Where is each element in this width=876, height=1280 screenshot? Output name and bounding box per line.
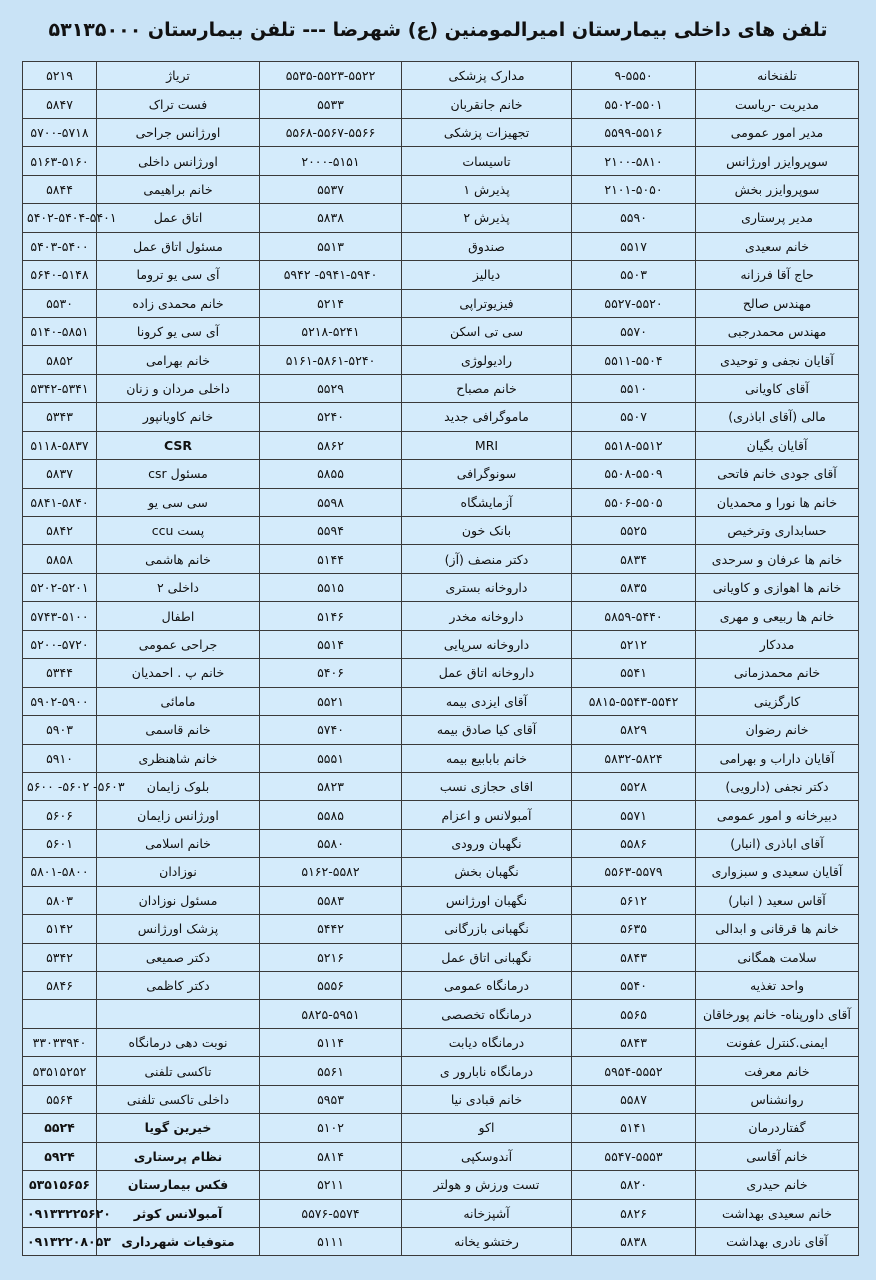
contact-name-cell: نگهبان بخش [402, 858, 572, 886]
table-row [23, 829, 859, 857]
extension-number-cell: ۵۵۱۵ [260, 573, 402, 601]
contact-name-cell: نگهبان اورژانس [402, 886, 572, 914]
contact-name-cell: داخلی ۲ [97, 573, 260, 601]
table-row [23, 488, 859, 516]
contact-name-cell: نگهبانی اتاق عمل [402, 943, 572, 971]
extension-number-cell: ۵۱۰۲ [260, 1114, 402, 1142]
extension-number-cell: ۵۸۴۳ [572, 943, 696, 971]
extension-number-cell: ۵۵۲۴ [23, 1114, 97, 1142]
contact-name-cell: تاکسی تلفنی [97, 1057, 260, 1085]
contact-name-cell: درمانگاه عمومی [402, 972, 572, 1000]
contact-name-cell: خانم محمدزمانی [696, 659, 859, 687]
contact-name-cell: آمبولانس کوثر [97, 1199, 260, 1227]
extension-number-cell: ۵۲۰۰-۵۷۲۰ [23, 630, 97, 658]
contact-name-cell: آقاس سعید ( انبار) [696, 886, 859, 914]
extension-number-cell: ۵۲۱۲ [572, 630, 696, 658]
contact-name-cell: آقای نادری بهداشت [696, 1227, 859, 1255]
extension-number-cell: ۵۱۴۱ [572, 1114, 696, 1142]
extension-number-cell: ۵۸۶۲ [260, 431, 402, 459]
contact-name-cell: داروخانه اتاق عمل [402, 659, 572, 687]
contact-name-cell: مددکار [696, 630, 859, 658]
contact-name-cell: مدیر امور عمومی [696, 118, 859, 146]
extension-number-cell: ۵۶۴۰-۵۱۴۸ [23, 261, 97, 289]
extension-number-cell: ۹-۵۵۵۰ [572, 62, 696, 90]
contact-name-cell: داخلی مردان و زنان [97, 374, 260, 402]
extension-number-cell: ۵۸۲۰ [572, 1171, 696, 1199]
table-row [23, 630, 859, 658]
contact-name-cell: خانم قاسمی [97, 716, 260, 744]
extension-number-cell: ۵۵۸۶ [572, 829, 696, 857]
table-row [23, 1028, 859, 1056]
contact-name-cell: تلفنخانه [696, 62, 859, 90]
contact-name-cell: خانم شاهنظری [97, 744, 260, 772]
contact-name-cell: مهندس صالح [696, 289, 859, 317]
extension-number-cell: ۵۸۱۴ [260, 1142, 402, 1170]
extension-number-cell: ۵۸۲۹ [572, 716, 696, 744]
extension-number-cell: ۵۵۲۷-۵۵۲۰ [572, 289, 696, 317]
contact-name-cell: آقای ایزدی بیمه [402, 687, 572, 715]
contact-name-cell: تریاژ [97, 62, 260, 90]
extension-number-cell: ۵۵۷۱ [572, 801, 696, 829]
contact-name-cell: آندوسکپی [402, 1142, 572, 1170]
contact-name-cell: نگهبان ورودی [402, 829, 572, 857]
contact-name-cell: تست ورزش و هولتر [402, 1171, 572, 1199]
extension-number-cell: ۵۵۰۸-۵۵۰۹ [572, 460, 696, 488]
extension-number-cell: ۵۵۲۸ [572, 772, 696, 800]
extension-number-cell: ۵۸۴۳ [572, 1028, 696, 1056]
contact-name-cell: حاج آقا فرزانه [696, 261, 859, 289]
contact-name-cell: خانم هاشمی [97, 545, 260, 573]
extension-number-cell: ۵۳۴۲ [23, 943, 97, 971]
table-row [23, 915, 859, 943]
extension-number-cell: ۵۶۰۰ -۵۶۰۲ -۵۶۰۳ [23, 772, 97, 800]
extension-number-cell: ۵۸۱۵-۵۵۴۳-۵۵۴۲ [572, 687, 696, 715]
extension-number-cell: ۵۹۰۳ [23, 716, 97, 744]
extension-number-cell: ۵۸۴۴ [23, 175, 97, 203]
contact-name-cell: مالی (آقای اباذری) [696, 403, 859, 431]
contact-name-cell: سی تی اسکن [402, 317, 572, 345]
contact-name-cell: اورژانس زایمان [97, 801, 260, 829]
contact-name-cell: خانم محمدی زاده [97, 289, 260, 317]
contact-name-cell: خیرین گویا [97, 1114, 260, 1142]
table-row [23, 1142, 859, 1170]
contact-name-cell: اطفال [97, 602, 260, 630]
contact-name-cell: آی سی یو تروما [97, 261, 260, 289]
contact-name-cell: تاسیسات [402, 147, 572, 175]
extension-number-cell: ۲۱۰۱-۵۰۵۰ [572, 175, 696, 203]
contact-name-cell: پذیرش ۲ [402, 204, 572, 232]
contact-name-cell: مدارک پزشکی [402, 62, 572, 90]
table-row [23, 801, 859, 829]
extension-number-cell: ۵۹۰۲-۵۹۰۰ [23, 687, 97, 715]
extension-number-cell: ۵۳۵۱۵۶۵۶ [23, 1171, 97, 1199]
contact-name-cell: خانم سعیدی [696, 232, 859, 260]
extension-number-cell: ۵۵۸۵ [260, 801, 402, 829]
extension-number-cell: ۵۵۶۸-۵۵۶۷-۵۵۶۶ [260, 118, 402, 146]
table-row [23, 90, 859, 118]
contact-name-cell: خانم مصباح [402, 374, 572, 402]
table-row [23, 659, 859, 687]
extension-number-cell: ۵۵۸۳ [260, 886, 402, 914]
extension-number-cell: ۵۸۳۸ [572, 1227, 696, 1255]
contact-name-cell: داروخانه بستری [402, 573, 572, 601]
extension-number-cell: ۰۹۱۳۲۲۰۸۰۵۳ [23, 1227, 97, 1255]
contact-name-cell: ایمنی.کنترل عفونت [696, 1028, 859, 1056]
contact-name-cell: آمبولانس و اعزام [402, 801, 572, 829]
extension-number-cell: ۵۵۳۰ [23, 289, 97, 317]
contact-name-cell: رختشو یخانه [402, 1227, 572, 1255]
contact-name-cell: پذیرش ۱ [402, 175, 572, 203]
extension-number-cell: ۵۱۱۴ [260, 1028, 402, 1056]
contact-name-cell: تجهیزات پزشکی [402, 118, 572, 146]
extension-number-cell: ۵۸۲۶ [572, 1199, 696, 1227]
contact-name-cell: خانم پ . احمدیان [97, 659, 260, 687]
extension-number-cell: ۵۵۶۵ [572, 1000, 696, 1028]
extension-number-cell: ۵۵۹۰ [572, 204, 696, 232]
contact-name-cell: مدیر پرستاری [696, 204, 859, 232]
contact-name-cell: سونوگرافی [402, 460, 572, 488]
table-row [23, 118, 859, 146]
extension-number-cell: ۵۸۵۸ [23, 545, 97, 573]
contact-name-cell: خانم کاویانپور [97, 403, 260, 431]
contact-name-cell: خانم ها قرقانی و ابدالی [696, 915, 859, 943]
extension-number-cell: ۵۵۲۹ [260, 374, 402, 402]
contact-name-cell: اکو [402, 1114, 572, 1142]
extension-number-cell: ۵۲۱۶ [260, 943, 402, 971]
extension-number-cell: ۵۵۱۳ [260, 232, 402, 260]
extension-number-cell: ۲۰۰۰-۵۱۵۱ [260, 147, 402, 175]
contact-name-cell: داروخانه مخدر [402, 602, 572, 630]
table-row [23, 232, 859, 260]
table-row [23, 943, 859, 971]
extension-number-cell: ۵۵۰۷ [572, 403, 696, 431]
extension-number-cell: ۵۶۳۵ [572, 915, 696, 943]
extension-number-cell: ۵۸۳۵ [572, 573, 696, 601]
contact-name-cell: اتاق عمل [97, 204, 260, 232]
table-row [23, 886, 859, 914]
contact-name-cell: خانم آقاسی [696, 1142, 859, 1170]
extension-number-cell: ۵۹۵۴-۵۵۵۲ [572, 1057, 696, 1085]
extension-number-cell: ۵۵۶۴ [23, 1085, 97, 1113]
contact-name-cell: بلوک زایمان [97, 772, 260, 800]
table-row [23, 289, 859, 317]
table-row [23, 1057, 859, 1085]
contact-name-cell: دکتر صمیعی [97, 943, 260, 971]
extension-number-cell: ۵۵۴۰ [572, 972, 696, 1000]
extension-number-cell: ۵۲۱۹ [23, 62, 97, 90]
contact-name-cell: خانم ها نورا و محمدیان [696, 488, 859, 516]
extension-number-cell: ۵۸۳۲-۵۸۲۴ [572, 744, 696, 772]
extension-number-cell: ۵۸۴۲ [23, 517, 97, 545]
table-row [23, 1114, 859, 1142]
contact-name-cell: کارگزینی [696, 687, 859, 715]
contact-name-cell: خانم معرفت [696, 1057, 859, 1085]
extensions-table-body [23, 62, 859, 1256]
extension-number-cell: ۵۵۱۱-۵۵۰۴ [572, 346, 696, 374]
contact-name-cell: فست تراک [97, 90, 260, 118]
contact-name-cell: متوفیات شهرداری [97, 1227, 260, 1255]
table-row [23, 1171, 859, 1199]
table-row [23, 1085, 859, 1113]
contact-name-cell: داروخانه سرپایی [402, 630, 572, 658]
extension-number-cell: ۵۱۶۳-۵۱۶۰ [23, 147, 97, 175]
extension-number-cell: ۲۱۰۰-۵۸۱۰ [572, 147, 696, 175]
extension-number-cell: ۵۵۱۰ [572, 374, 696, 402]
extension-number-cell: ۵۲۱۱ [260, 1171, 402, 1199]
contact-name-cell: آقای کیا صادق بیمه [402, 716, 572, 744]
contact-name-cell: نظام پرستاری [97, 1142, 260, 1170]
contact-name-cell: درمانگاه دیابت [402, 1028, 572, 1056]
contact-name-cell: مسئول نوزادان [97, 886, 260, 914]
table-row [23, 62, 859, 90]
extension-number-cell: ۵۵۴۷-۵۵۵۳ [572, 1142, 696, 1170]
table-row [23, 147, 859, 175]
contact-name-cell: سوپروایزر اورژانس [696, 147, 859, 175]
extension-number-cell: ۵۲۴۰ [260, 403, 402, 431]
extension-number-cell: ۵۵۲۱ [260, 687, 402, 715]
extension-number-cell: ۵۸۴۱-۵۸۴۰ [23, 488, 97, 516]
extension-number-cell: ۳۳۰۳۳۹۴۰ [23, 1028, 97, 1056]
contact-name-cell: خانم رضوان [696, 716, 859, 744]
contact-name-cell: خانم حیدری [696, 1171, 859, 1199]
extension-number-cell: ۵۹۱۰ [23, 744, 97, 772]
extension-number-cell: ۵۷۴۰ [260, 716, 402, 744]
extension-number-cell: ۵۱۴۶ [260, 602, 402, 630]
table-row [23, 460, 859, 488]
table-row [23, 573, 859, 601]
extension-number-cell: ۵۵۳۷ [260, 175, 402, 203]
table-row [23, 346, 859, 374]
contact-name-cell: خانم براهیمی [97, 175, 260, 203]
extensions-table [22, 61, 859, 1256]
contact-name-cell: خانم قبادی نیا [402, 1085, 572, 1113]
extension-number-cell: ۵۹۵۳ [260, 1085, 402, 1113]
extension-number-cell: ۵۵۰۲-۵۵۰۱ [572, 90, 696, 118]
contact-name-cell: خانم ها ربیعی و مهری [696, 602, 859, 630]
extension-number-cell: ۵۹۴۲ -۵۹۴۱-۵۹۴۰ [260, 261, 402, 289]
extension-number-cell: ۵۴۰۶ [260, 659, 402, 687]
contact-name-cell: درمانگاه نابارور ی [402, 1057, 572, 1085]
contact-name-cell: آقایان بگیان [696, 431, 859, 459]
table-row [23, 374, 859, 402]
extension-number-cell: ۵۸۰۳ [23, 886, 97, 914]
extension-number-cell: ۵۵۶۱ [260, 1057, 402, 1085]
extension-number-cell: ۵۸۳۸ [260, 204, 402, 232]
page-title: تلفن های داخلی بیمارستان امیرالمومنین (ع) شهرضا --- تلفن بیمارستان ۵۳۱۳۵۰۰۰ [48, 19, 828, 41]
extension-number-cell: ۵۵۸۷ [572, 1085, 696, 1113]
extension-number-cell: ۵۶۱۲ [572, 886, 696, 914]
extension-number-cell: ۵۵۰۳ [572, 261, 696, 289]
contact-name-cell: دکتر نجفی (دارویی) [696, 772, 859, 800]
contact-name-cell: صندوق [402, 232, 572, 260]
table-row [23, 1000, 859, 1028]
extension-number-cell: ۵۸۳۴ [572, 545, 696, 573]
contact-name-cell: مامائی [97, 687, 260, 715]
extension-number-cell: ۵۵۳۵-۵۵۲۳-۵۵۲۲ [260, 62, 402, 90]
extension-number-cell: ۵۱۱۸-۵۸۳۷ [23, 431, 97, 459]
contact-name-cell: مهندس محمدرجبی [696, 317, 859, 345]
extension-number-cell: ۵۱۶۱-۵۸۶۱-۵۲۴۰ [260, 346, 402, 374]
extension-number-cell: ۰۹۱۳۳۲۲۵۶۲۰ [23, 1199, 97, 1227]
extension-number-cell: ۵۲۰۲-۵۲۰۱ [23, 573, 97, 601]
contact-name-cell: روانشناس [696, 1085, 859, 1113]
extension-number-cell: ۵۳۴۳ [23, 403, 97, 431]
extension-number-cell: ۵۵۰۶-۵۵۰۵ [572, 488, 696, 516]
table-row [23, 261, 859, 289]
extension-number-cell: ۵۸۲۵-۵۹۵۱ [260, 1000, 402, 1028]
contact-name-cell: آی سی یو کرونا [97, 317, 260, 345]
extension-number-cell: ۵۸۲۳ [260, 772, 402, 800]
extension-number-cell: ۵۵۵۱ [260, 744, 402, 772]
contact-name-cell: CSR [97, 431, 260, 459]
table-row [23, 1199, 859, 1227]
extension-number-cell: ۵۳۴۴ [23, 659, 97, 687]
extension-number-cell: ۵۱۴۲ [23, 915, 97, 943]
extension-number-cell: ۵۵۴۱ [572, 659, 696, 687]
contact-name-cell: ماموگرافی جدید [402, 403, 572, 431]
extension-number-cell: ۵۵۹۸ [260, 488, 402, 516]
table-row [23, 175, 859, 203]
table-row [23, 744, 859, 772]
extension-number-cell: ۵۸۵۲ [23, 346, 97, 374]
table-row [23, 545, 859, 573]
contact-name-cell: اقای حجازی نسب [402, 772, 572, 800]
contact-name-cell: نگهبانی بازرگانی [402, 915, 572, 943]
contact-name-cell: دکتر منصف (آز) [402, 545, 572, 573]
contact-name-cell: خانم جانقربان [402, 90, 572, 118]
contact-name-cell: بانک خون [402, 517, 572, 545]
contact-name-cell: جراحی عمومی [97, 630, 260, 658]
table-row [23, 431, 859, 459]
contact-name-cell: دکتر کاظمی [97, 972, 260, 1000]
table-row [23, 403, 859, 431]
extension-number-cell: ۵۶۰۱ [23, 829, 97, 857]
extension-number-cell: ۵۴۰۳-۵۴۰۰ [23, 232, 97, 260]
contact-name-cell: نوزادان [97, 858, 260, 886]
extension-number-cell: ۵۸۳۷ [23, 460, 97, 488]
extension-number-cell: ۵۱۴۴ [260, 545, 402, 573]
contact-name-cell: دیالیز [402, 261, 572, 289]
contact-name-cell: مسئول اتاق عمل [97, 232, 260, 260]
table-row [23, 972, 859, 1000]
contact-name-cell: خانم ها اهوازی و کاویانی [696, 573, 859, 601]
extension-number-cell: ۵۵۳۳ [260, 90, 402, 118]
contact-name-cell: سوپروایزر بخش [696, 175, 859, 203]
contact-name-cell: فیزیوتراپی [402, 289, 572, 317]
extension-number-cell: ۵۵۱۷ [572, 232, 696, 260]
contact-name-cell: خانم ها عرفان و سرحدی [696, 545, 859, 573]
table-row [23, 602, 859, 630]
contact-name-cell: دبیرخانه و امور عمومی [696, 801, 859, 829]
table-row [23, 317, 859, 345]
extension-number-cell: ۵۸۴۶ [23, 972, 97, 1000]
extension-number-cell: ۵۳۴۲-۵۳۴۱ [23, 374, 97, 402]
contact-name-cell: حسابداری وترخیص [696, 517, 859, 545]
contact-name-cell: داخلی تاکسی تلفنی [97, 1085, 260, 1113]
contact-name-cell: گفتاردرمان [696, 1114, 859, 1142]
extension-number-cell [23, 1000, 97, 1028]
contact-name-cell: آشپزخانه [402, 1199, 572, 1227]
contact-name-cell: اورژانس جراحی [97, 118, 260, 146]
table-row [23, 858, 859, 886]
extension-number-cell: ۵۵۷۶-۵۵۷۴ [260, 1199, 402, 1227]
extension-number-cell: ۵۷۴۳-۵۱۰۰ [23, 602, 97, 630]
contact-name-cell: مدیریت -ریاست [696, 90, 859, 118]
extension-number-cell: ۵۳۵۱۵۲۵۲ [23, 1057, 97, 1085]
extension-number-cell: ۵۴۰۲-۵۴۰۴-۵۴۰۱ [23, 204, 97, 232]
contact-name-cell: پست ccu [97, 517, 260, 545]
table-row [23, 772, 859, 800]
extension-number-cell: ۵۵۱۴ [260, 630, 402, 658]
contact-name-cell: پزشک اورژانس [97, 915, 260, 943]
extension-number-cell: ۵۸۵۵ [260, 460, 402, 488]
contact-name-cell: نوبت دهی درمانگاه [97, 1028, 260, 1056]
table-row [23, 517, 859, 545]
extension-number-cell: ۵۷۰۰-۵۷۱۸ [23, 118, 97, 146]
extension-number-cell: ۵۵۵۶ [260, 972, 402, 1000]
contact-name-cell: آقایان نجفی و توحیدی [696, 346, 859, 374]
extension-number-cell: ۵۵۱۸-۵۵۱۲ [572, 431, 696, 459]
contact-name-cell: آقای اباذری (انبار) [696, 829, 859, 857]
extension-number-cell: ۵۵۶۳-۵۵۷۹ [572, 858, 696, 886]
contact-name-cell: فکس بیمارستان [97, 1171, 260, 1199]
extension-number-cell: ۵۲۱۸-۵۲۴۱ [260, 317, 402, 345]
table-row [23, 716, 859, 744]
extension-number-cell: ۵۹۲۴ [23, 1142, 97, 1170]
contact-name-cell: مسئول csr [97, 460, 260, 488]
contact-name-cell: خانم اسلامی [97, 829, 260, 857]
extension-number-cell: ۵۵۹۹-۵۵۱۶ [572, 118, 696, 146]
extension-number-cell: ۵۱۶۲-۵۵۸۲ [260, 858, 402, 886]
contact-name-cell: درمانگاه تخصصی [402, 1000, 572, 1028]
contact-name-cell: خانم سعیدی بهداشت [696, 1199, 859, 1227]
contact-name-cell: سلامت همگانی [696, 943, 859, 971]
extension-number-cell: ۵۶۰۶ [23, 801, 97, 829]
contact-name-cell: آقای جودی خانم فاتحی [696, 460, 859, 488]
extension-number-cell: ۵۱۱۱ [260, 1227, 402, 1255]
contact-name-cell: آقای داورپناه- خانم پورخاقان [696, 1000, 859, 1028]
contact-name-cell: آقایان سعیدی و سبزواری [696, 858, 859, 886]
extension-number-cell: ۵۸۰۱-۵۸۰۰ [23, 858, 97, 886]
contact-name-cell [97, 1000, 260, 1028]
extension-number-cell: ۵۵۷۰ [572, 317, 696, 345]
contact-name-cell: MRI [402, 431, 572, 459]
contact-name-cell: واحد تغذیه [696, 972, 859, 1000]
extension-number-cell: ۵۵۹۴ [260, 517, 402, 545]
table-row [23, 204, 859, 232]
table-row [23, 687, 859, 715]
extension-number-cell: ۵۱۴۰-۵۸۵۱ [23, 317, 97, 345]
extension-number-cell: ۵۸۵۹-۵۴۴۰ [572, 602, 696, 630]
contact-name-cell: آقای کاویانی [696, 374, 859, 402]
table-row [23, 1227, 859, 1255]
extension-number-cell: ۵۵۸۰ [260, 829, 402, 857]
extension-number-cell: ۵۲۱۴ [260, 289, 402, 317]
contact-name-cell: سی سی یو [97, 488, 260, 516]
contact-name-cell: رادیولوژی [402, 346, 572, 374]
contact-name-cell: آقایان داراب و بهرامی [696, 744, 859, 772]
contact-name-cell: خانم بابابیع بیمه [402, 744, 572, 772]
extension-number-cell: ۵۴۴۲ [260, 915, 402, 943]
extension-number-cell: ۵۵۲۵ [572, 517, 696, 545]
contact-name-cell: آزمایشگاه [402, 488, 572, 516]
contact-name-cell: خانم بهرامی [97, 346, 260, 374]
contact-name-cell: اورژانس داخلی [97, 147, 260, 175]
extension-number-cell: ۵۸۴۷ [23, 90, 97, 118]
